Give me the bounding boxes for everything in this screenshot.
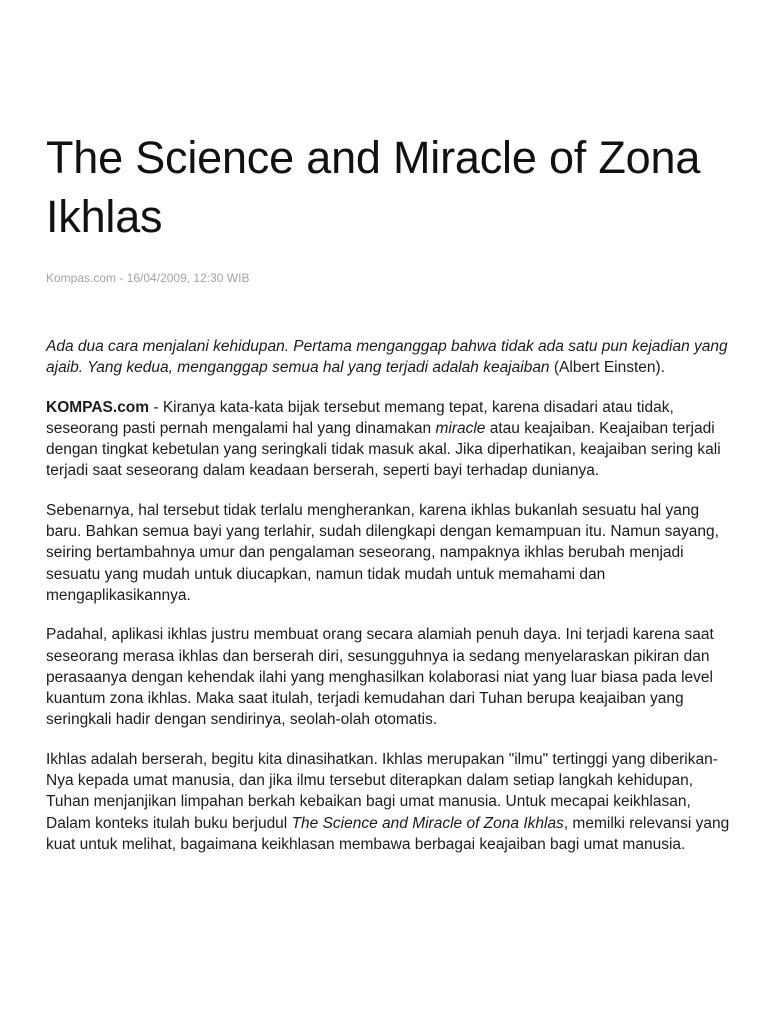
paragraph-1 — [46, 397, 730, 482]
article-body — [46, 336, 730, 855]
article-title: The Science and Miracle of Zona Ikhlas — [46, 132, 701, 242]
quote-paragraph — [46, 336, 730, 379]
dateline: KOMPAS.com — [46, 398, 150, 416]
paragraph-4-text-a: Ikhlas adalah berserah, begitu kita dinasihatkan. Ikhlas merupakan "ilmu" tertinggi yang diberikan-Nya kepada umat manusia, dan jika ilmu tersebut diterapkan dalam setiap langkah kehidupan, Tuhan menjanjikan limpahan berkah kebaikan bagi umat manusia. Untuk mecapai keikhlasan, Dalam konteks itulah buku berjudul — [46, 750, 718, 832]
book-title-emphasis: The Science and Miracle of Zona Ikhlas — [291, 814, 564, 832]
paragraph-4 — [46, 749, 730, 855]
quote-text: Ada dua cara menjalani kehidupan. Pertama menganggap bahwa tidak ada satu pun kejadian yang ajaib. Yang kedua, menganggap semua hal yang terjadi adalah keajaiban — [46, 338, 728, 377]
quote-attribution: (Albert Einsten). — [549, 359, 665, 377]
paragraph-3: Padahal, aplikasi ikhlas justru membuat orang secara alamiah penuh daya. Ini terjadi karena saat seseorang merasa ikhlas dan berserah diri, sesungguhnya ia sedang menyelaraskan pikiran dan perasaanya dengan kehendak ilahi yang menghasilkan kolaborasi niat yang luar biasa pada level kuantum zona ikhlas. Maka saat itulah, terjadi kemudahan dari Tuhan berupa keajaiban yang seringkali hadir dengan sendirinya, seolah-olah otomatis. — [46, 626, 714, 729]
meta-source: Kompas.com — [46, 271, 117, 285]
paragraph-1-emphasis: miracle — [435, 419, 486, 437]
paragraph-4-text-b: , memilki relevansi yang kuat untuk melihat, bagaimana keikhlasan membawa berbagai keajaiban bagi umat manusia. — [46, 814, 730, 853]
paragraph-2: Sebenarnya, hal tersebut tidak terlalu mengherankan, karena ikhlas bukanlah sesuatu hal yang baru. Bahkan semua bayi yang terlahir, sudah dilengkapi dengan kemampuan itu. Namun sayang, seiring bertambahnya umur dan pengalaman seseorang, nampaknya ikhlas berubah menjadi sesuatu yang mudah untuk diucapkan, namun tidak mudah untuk memahami dan mengaplikasikannya. — [46, 501, 719, 604]
paragraph-1-text-a: - Kiranya kata-kata bijak tersebut memang tepat, karena disadari atau tidak, seseorang pasti pernah mengalami hal yang dinamakan — [46, 398, 674, 437]
meta-separator: - — [116, 271, 127, 285]
paragraph-1-text-b: atau keajaiban. Keajaiban terjadi dengan tingkat kebetulan yang seringkali tidak masuk akal. Jika diperhatikan, keajaiban sering kali terjadi saat seseorang dalam keadaan berserah, seperti bayi terhadap dunianya. — [46, 419, 721, 480]
article-meta — [46, 270, 730, 286]
article — [46, 128, 730, 873]
meta-date: 16/04/2009, 12:30 WIB — [126, 271, 250, 285]
